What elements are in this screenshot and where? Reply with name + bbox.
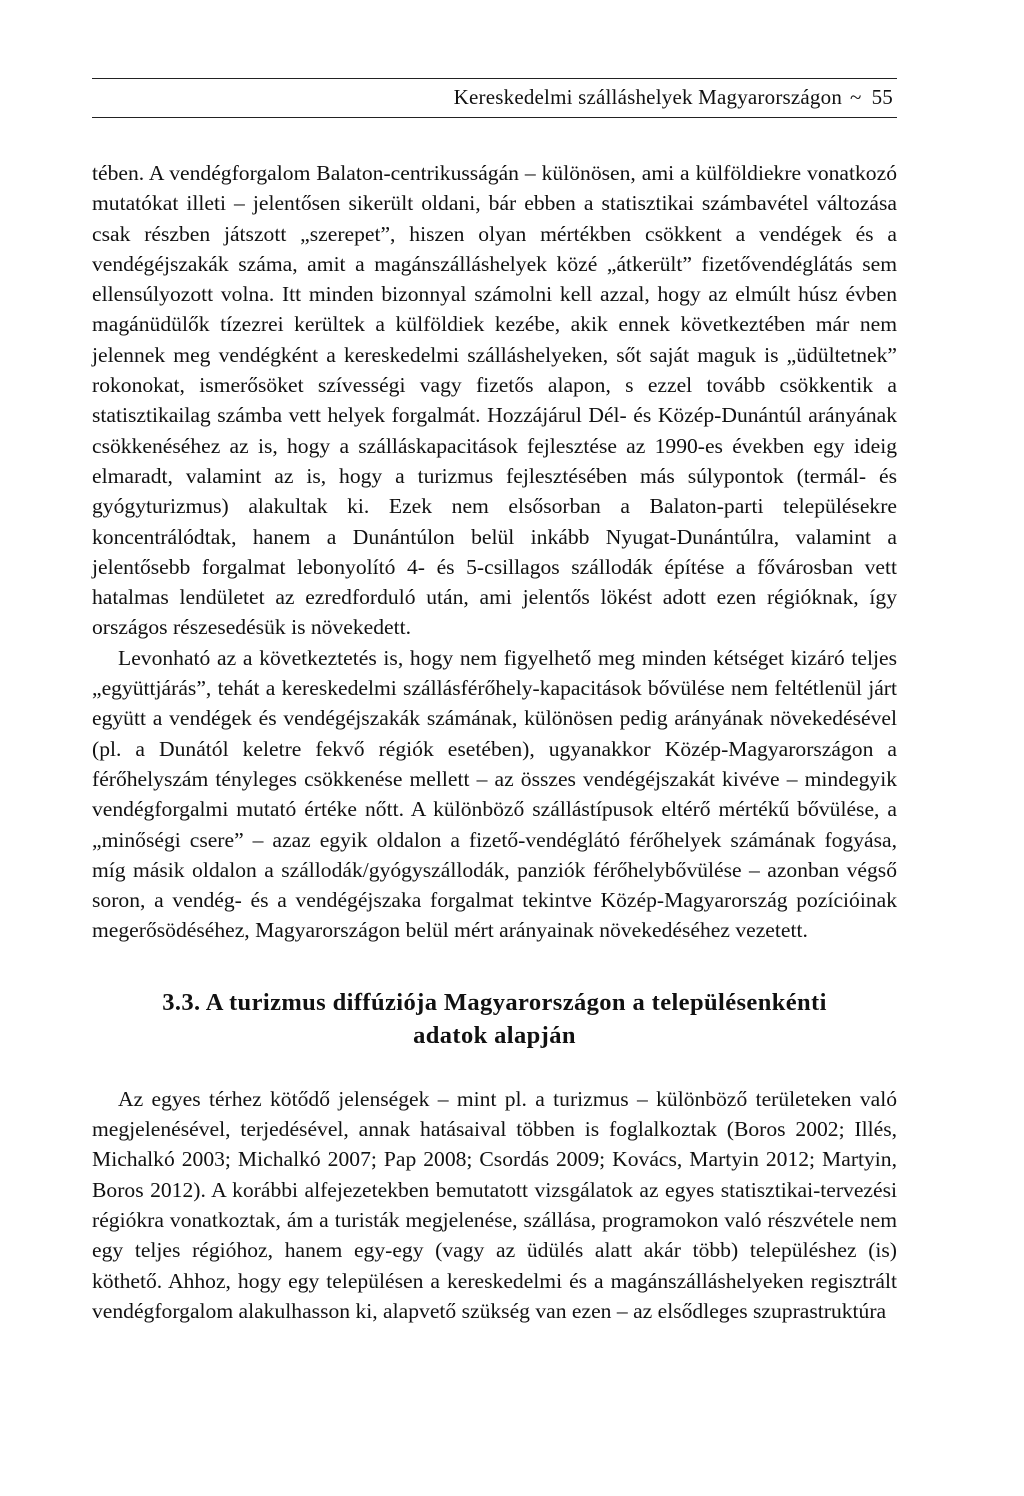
section-heading — [92, 986, 897, 1052]
book-page — [92, 78, 897, 1326]
section-body — [92, 1084, 897, 1326]
section-number: 3.3. — [162, 988, 201, 1016]
paragraph-conclusion: Levonható az a következtetés is, hogy nem figyelhető meg minden kétséget kizáró teljes „együttjárás”, tehát a kereskedelmi szállásférőhely-kapacitások bővülése nem feltétlenül járt együtt a vendégek és vendégéjszakák számának, különösen pedig arányának növekedésével (pl. a Dunától keletre fekvő régiók esetében), ugyanakkor Közép-Magyarországon a férőhelyszám tényleges csökkenése mellett – az összes vendégéjszakát kivéve – mindegyik vendégforgalmi mutató értéke nőtt. A különböző szállástípusok eltérő mértékű bővülése, a „minőségi csere” – azaz egyik oldalon a fizető-vendéglátó férőhelyek számának fogyása, míg másik oldalon a szállodák/gyógyszállodák, panziók férőhelybővülése – azonban végső soron, a vendég- és a vendégéjszaka forgalmat tekintve Közép-Magyarország pozícióinak megerősödéséhez, Magyarországon belül mért arányainak növekedéséhez vezetett. — [92, 645, 897, 943]
body-text — [92, 158, 897, 946]
section-paragraph: Az egyes térhez kötődő jelenségek – mint pl. a turizmus – különböző területeken való megjelenésével, terjedésével, annak hatásaival többen is foglalkoztak (Boros 2002; Illés, Michalkó 2003; Michalkó 2007; Pap 2008; Csordás 2009; Kovács, Martyin 2012; Martyin, Boros 2012). A korábbi alfejezetekben bemutatott vizsgálatok az egyes statisztikai-tervezési régiókra vonatkoztak, ám a turisták megjelenése, szállása, programokon való részvétele nem egy teljes régióhoz, hanem egy-egy (vagy az üdülés alatt akár több) településhez (is) köthető. Ahhoz, hogy egy településen a kereskedelmi és a magánszálláshelyeken regisztrált vendégforgalom alakulhasson ki, alapvető szükség van ezen – az elsődleges szuprastruktúra — [92, 1086, 897, 1323]
section-title-line2: adatok alapján — [413, 1021, 576, 1049]
section-title-line1: A turizmus diffúziója Magyarországon a településenkénti — [205, 988, 827, 1016]
paragraph-continuation: tében. A vendégforgalom Balaton-centrikusságán – különösen, ami a külföldiekre vonatkozó mutatókat illeti – jelentősen sikerült oldani, bár ebben a statisztikai számbavétel változása csak részben játszott „szerepet”, hiszen olyan mértékben csökkent a vendégek és a vendégéjszakák száma, amit a magánszálláshelyek közé „átkerült” fizetővendéglátás sem ellensúlyozott volna. Itt minden bizonnyal számolni kell azzal, hogy az elmúlt húsz évben magánüdülők tízezrei kerültek a külföldiek kezébe, akik ennek következtében már nem jelennek meg vendégként a kereskedelmi szálláshelyeken, sőt saját maguk is „üdültetnek” rokonokat, ismerősöket szívességi vagy fizetős alapon, s ezzel tovább csökkentik a statisztikailag számba vett helyek forgalmát. Hozzájárul Dél- és Közép-Dunántúl arányának csökkenéséhez az is, hogy a szálláskapacitások fejlesztése az 1990-es években egy ideig elmaradt, valamint az is, hogy a turizmus fejlesztésében más súlypontok (termál- és gyógyturizmus) alakultak ki. Ezek nem elsősorban a Balaton-parti településekre koncentrálódtak, hanem a Dunántúlon belül inkább Nyugat-Dunántúlra, valamint a jelentősebb forgalmat lebonyolító 4- és 5-csillagos szállodák építése a fővárosban vett hatalmas lendületet az ezredforduló után, ami jelentős lökést adott ezen régióknak, így országos részesedésük is növekedett. — [92, 161, 897, 640]
header-separator: ~ — [850, 85, 862, 109]
running-title: Kereskedelmi szálláshelyek Magyarországon — [453, 85, 843, 109]
running-header — [92, 78, 897, 118]
page-number: 55 — [871, 85, 893, 109]
running-header-text — [454, 85, 893, 110]
